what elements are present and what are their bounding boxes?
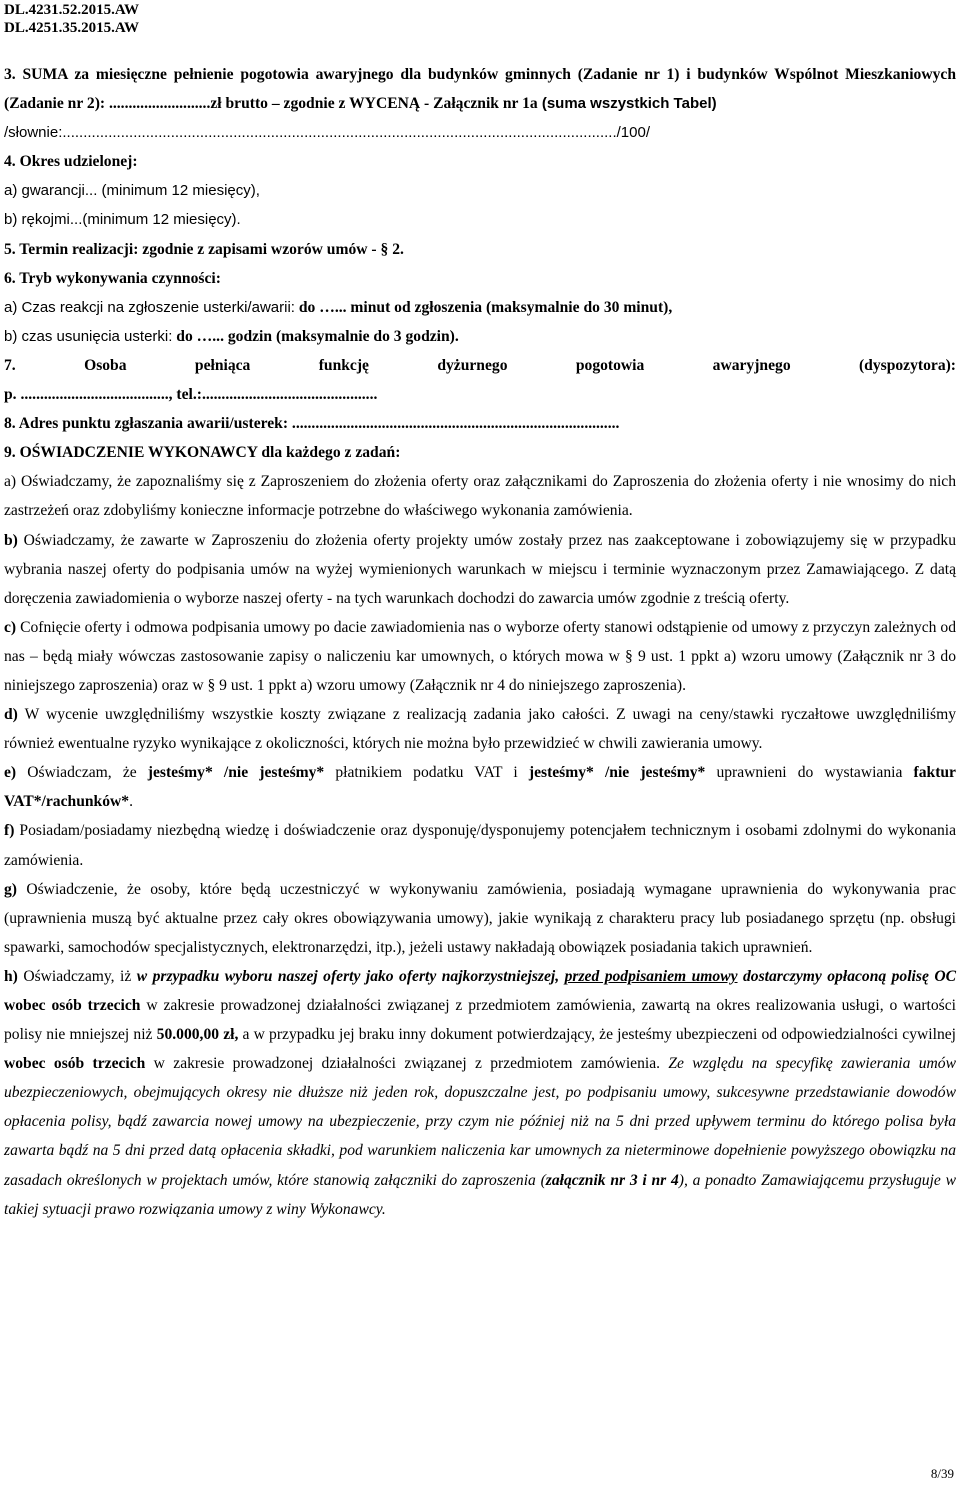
attachment-reference: załącznik nr 3 i nr 4 [545, 1171, 679, 1189]
section-3-title: 3. SUMA za miesięczne pełnienie pogotowia awaryjnego dla budynków gminnych (Zadanie nr 1) i budynków Wspólnot Mieszkaniowych (Zadanie nr 2): [4, 66, 956, 113]
section-7-contact: p. ......................................, tel.:............................................. [4, 386, 378, 404]
statement-h-text: Oświadczamy, iż [17, 967, 137, 985]
statement-c [4, 613, 956, 700]
statement-c-label: c) [4, 618, 17, 636]
section-9-title [4, 438, 956, 467]
section-7-word: pogotowia [575, 356, 645, 374]
statement-h-text: a w przypadku jej braku inny dokument potwierdzający, że jesteśmy ubezpieczeni od odpowiedzialności cywilnej [238, 1026, 956, 1044]
repair-label: b) czas usunięcia usterki: [4, 327, 173, 345]
warranty-label: a) gwarancji [4, 182, 85, 200]
section-7-word: (dyspozytora): [858, 356, 956, 374]
section-7-word: pełniąca [194, 356, 251, 374]
reference-number-1: DL.4231.52.2015.AW [4, 2, 140, 18]
invoice-type-option: faktur VAT*/rachunków* [4, 764, 956, 811]
statement-h-underlined: przed podpisaniem umowy [564, 967, 738, 985]
section-6-repair [4, 322, 956, 351]
statement-h-bold: wobec osób trzecich [4, 1055, 146, 1073]
statement-h [4, 962, 956, 1224]
warranty-text: ... (minimum 12 miesięcy), [84, 182, 260, 200]
statement-h-italic: ), a ponadto Zamawiającemu przysługuje w takiej sytuacji prawo rozwiązania umowy z winy Wykonawcy. [4, 1171, 956, 1218]
document-header [4, 1, 139, 37]
section-5-title: 5. Termin realizacji: zgodnie z zapisami wzorów umów - § 2. [4, 240, 404, 258]
statement-h-label: h) [4, 967, 18, 985]
page-number: 8/39 [930, 1466, 954, 1481]
section-7-word: awaryjnego [712, 356, 791, 374]
statement-a: a) Oświadczamy, że zapoznaliśmy się z Zaproszeniem do złożenia oferty oraz załącznikami do Zaproszenia do złożenia oferty i nie wnosimy do nich zastrzeżeń oraz zdobyliśmy konieczne informacje potrzebne do właściwego wykonania zamówienia. [4, 473, 956, 520]
statement-h-italic: Ze względu na specyfikę zawierania umów ubezpieczeniowych, obejmujących okresy nie dłuższe niż jeden rok, dopuszczalne jest, po podpisaniu umowy, sukcesywne przedstawianie dowodów opłacenia polisy, bądź zawarcia nowej umowy na ubezpieczenie, przy czym nie później niż na 5 dni przed upływem terminu do którego polisa była zawarta bądź na 5 dni przed datą opłacenia składki, pod warunkiem naliczenia kar umownych za nieterminowe dopełnienie powyższego obowiązku na zasadach określonych w projektach umów, które stanowią załączniki do zaproszenia ( [4, 1055, 956, 1189]
repair-text: do …... godzin (maksymalnie do 3 godzin). [172, 327, 459, 345]
statement-e-text: . [129, 793, 133, 811]
reference-number-2: DL.4251.35.2015.AW [4, 20, 140, 36]
reaction-text: do …... minut od zgłoszenia (maksymalnie do 30 minut), [294, 298, 673, 316]
section-3 [4, 60, 956, 118]
statement-g [4, 875, 956, 962]
statement-d [4, 700, 956, 758]
policy-amount: 50.000,00 zł, [156, 1026, 239, 1044]
section-4-guarantee [4, 205, 956, 234]
vat-payer-option: jesteśmy* /nie jesteśmy* [147, 764, 325, 782]
section-7-word: funkcję [318, 356, 369, 374]
section-8-title: 8. Adres punktu zgłaszania awarii/usterek: .................................................................................... [4, 415, 620, 433]
invoice-right-option: jesteśmy* /nie jesteśmy* [528, 764, 706, 782]
statement-b-label: b) [4, 531, 18, 549]
statement-d-text: W wycenie uwzględniliśmy wszystkie koszty związane z realizacją zadania jako całości. Z uwagi na ceny/stawki ryczałtowe uwzględniliśmy również ewentualne ryzyko wynikające z okoliczności, których nie można było przewidzieć w chwili zawierania umowy. [4, 706, 956, 753]
statement-c-text: Cofnięcie oferty i odmowa podpisania umowy po dacie zawiadomienia nas o wyborze oferty stanowi odstąpienie od umowy z przyczyn zależnych od nas – będą miały wówczas zastosowanie zapisy o naliczeniu kar umownych, o których mowa w § 9 ust. 1 ppkt a) wzoru umowy (Załącznik nr 3 do niniejszego zaproszenia) oraz w § 9 ust. 1 ppkt a) wzoru umowy (Załącznik nr 4 do niniejszego zaproszenia). [4, 618, 956, 694]
statement-f-text: Posiadam/posiadamy niezbędną wiedzę i doświadczenie oraz dysponuję/dysponujemy potencjałem technicznym i osobami zdolnymi do wykonania zamówienia. [4, 822, 956, 869]
statement-g-text: Oświadczenie, że osoby, które będą uczestniczyć w wykonywaniu zamówienia, posiadają wymagane uprawnienia do wykonywania prac (uprawnienia muszą być aktualne przez cały okres obowiązywania umowy), jakie wynikają z charakteru pracy lub posiadanego sprzętu (np. obsługi spawarki, samochodów specjalistycznych, elektronarzędzi, itp.), jeżeli ustawy nakładają obowiązek posiadania takich uprawnień. [4, 880, 956, 956]
statement-h-text: w zakresie prowadzonej działalności związanej z przedmiotem zamówienia. [145, 1055, 669, 1073]
section-7-title [4, 351, 956, 380]
guarantee-text: ...(minimum 12 miesięcy). [69, 211, 241, 229]
statement-e [4, 758, 956, 816]
statement-e-text: płatnikiem podatku VAT i [324, 764, 529, 782]
section-3-amount: ..........................zł brutto – zgodnie z WYCENĄ - Załącznik nr 1a [108, 95, 538, 113]
section-7-word: dyżurnego [437, 356, 508, 374]
statement-e-label: e) [4, 764, 17, 782]
section-4-title: 4. Okres udzielonej: [4, 153, 138, 171]
section-7-word: 7. [4, 356, 16, 374]
statement-h-text: w zakresie prowadzonej działalności związanej z przedmiotem zamówienia, zawartą na okres realizowania usługi, o wartości polisy nie mniejszej niż [4, 997, 956, 1044]
statement-h-bold: wobec osób trzecich [4, 997, 141, 1014]
page-content [4, 60, 956, 1224]
guarantee-label: b) rękojmi [4, 211, 70, 229]
section-7-word: Osoba [84, 356, 127, 374]
statement-h-emphasis: w przypadku wyboru naszej oferty jako oferty najkorzystniejszej, [136, 967, 565, 985]
statement-b [4, 526, 956, 613]
statement-b-text: Oświadczamy, że zawarte w Zaproszeniu do złożenia oferty projekty umów zostały przez nas zaakceptowane i zobowiązujemy się w przypadku wybrania naszej oferty do podpisania umów na wyżej wymienionych warunkach w miejscu i terminie wyznaczonym przez Zamawiającego. Z datą doręczenia zawiadomienia o wyborze naszej oferty - na tych warunkach dochodzi do zawarcia umów zgodnie z treścią oferty. [4, 531, 956, 607]
statement-h-emphasis: dostarczymy opłaconą polisę OC [737, 967, 956, 985]
section-3-words: /słownie:...................................................................................................................................../100/ [4, 124, 650, 142]
section-9-number: 9. [4, 444, 20, 462]
statement-f-label: f) [4, 822, 15, 840]
reaction-label: a) Czas reakcji na zgłoszenie usterki/awarii: [4, 298, 295, 316]
statement-e-text: Oświadczam, że [16, 764, 148, 782]
section-9-heading: OŚWIADCZENIE WYKONAWCY dla każdego z zadań: [19, 444, 401, 462]
statement-d-label: d) [4, 706, 18, 724]
section-3-note: (suma wszystkich Tabel) [537, 95, 717, 113]
section-4-warranty [4, 176, 956, 205]
statement-e-text: uprawnieni do wystawiania [705, 764, 914, 782]
section-6-reaction [4, 293, 956, 322]
statement-f [4, 816, 956, 874]
section-6-title: 6. Tryb wykonywania czynności: [4, 269, 221, 287]
statement-g-label: g) [4, 880, 17, 898]
